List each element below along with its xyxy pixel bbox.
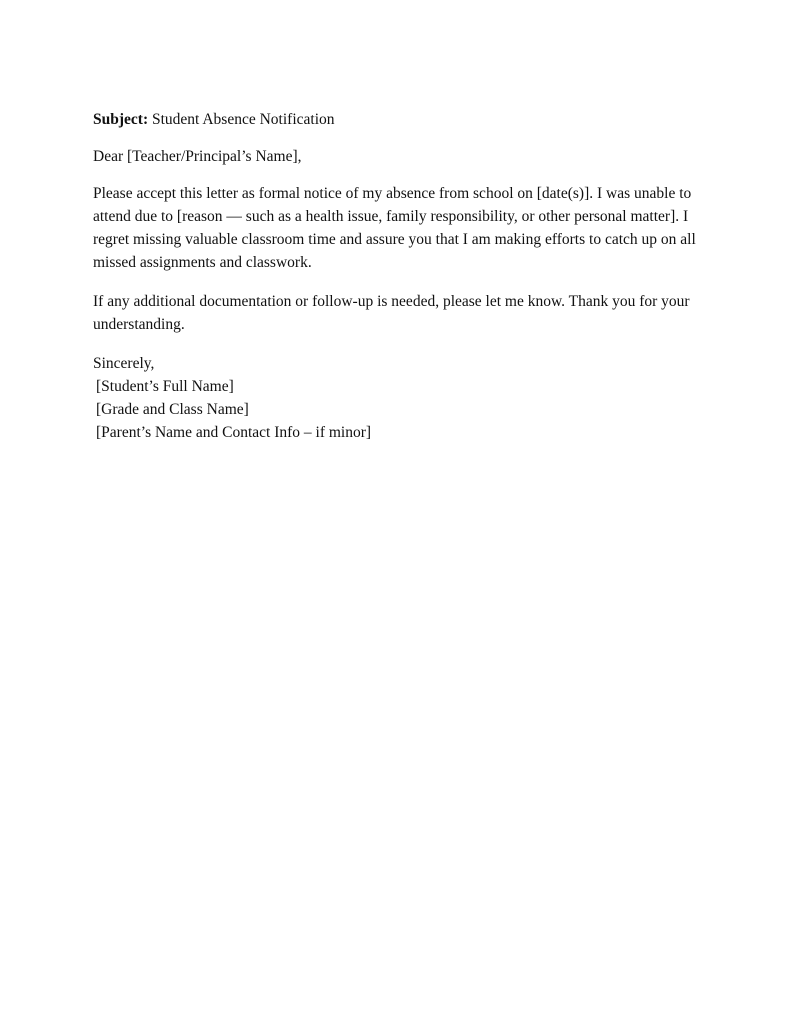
subject-text: Student Absence Notification: [148, 111, 335, 128]
signature-student-name: [Student’s Full Name]: [96, 378, 234, 395]
paragraph-absence-notice: Please accept this letter as formal notice of my absence from school on [date(s)]. I was unable to attend due to [reason — such as a health issue, family responsibility, or other personal matter]. I regret missing valuable classroom time and assure you that I am making efforts to catch up on all missed assignments and classwork.: [93, 185, 700, 271]
signature-parent-contact: [Parent’s Name and Contact Info – if minor]: [96, 424, 372, 441]
salutation: Dear [Teacher/Principal’s Name],: [93, 148, 302, 165]
letter-body: [93, 108, 703, 444]
paragraph-follow-up: If any additional documentation or follow-up is needed, please let me know. Thank you for your understanding.: [93, 293, 694, 333]
signature-grade-class: [Grade and Class Name]: [96, 401, 249, 418]
subject-label: Subject:: [93, 111, 149, 128]
subject-line: [93, 108, 703, 131]
closing: Sincerely,: [93, 355, 155, 372]
